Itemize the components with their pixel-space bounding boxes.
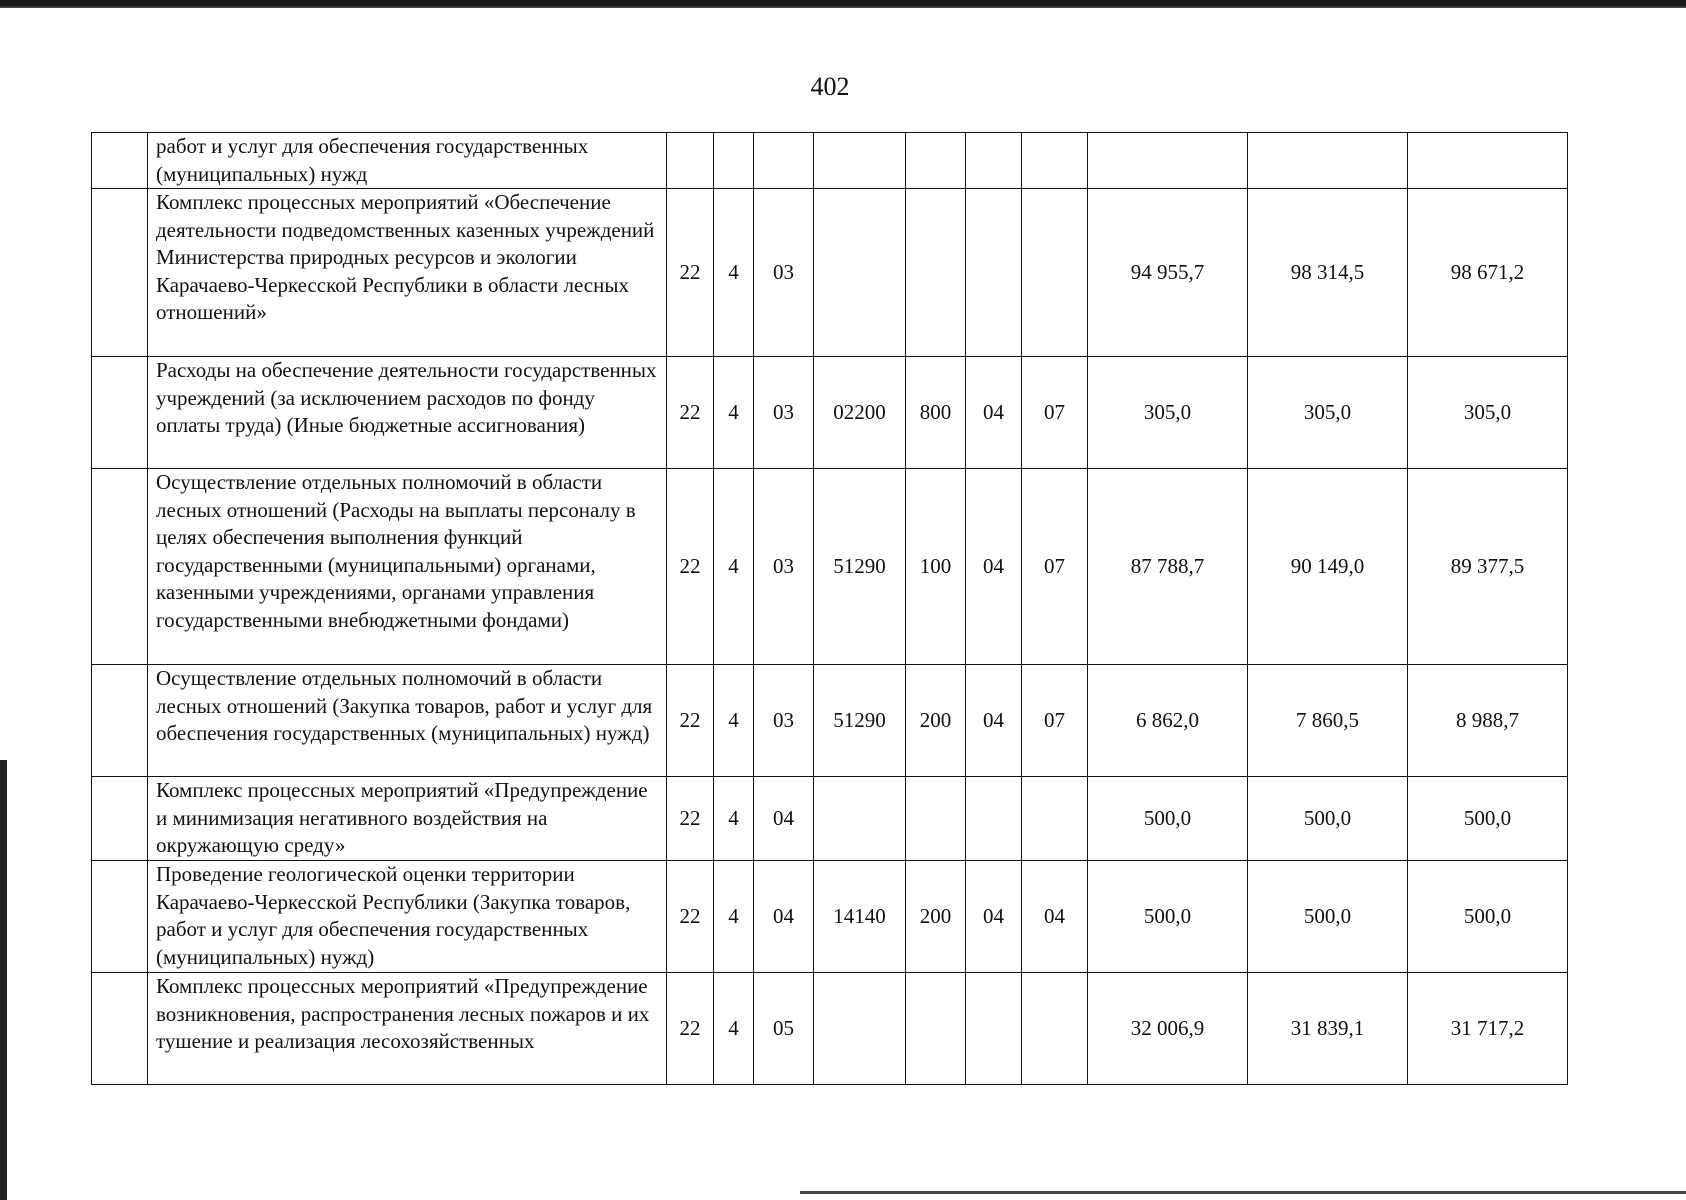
amount-year-2: 31 839,1 bbox=[1248, 973, 1408, 1085]
code-ministry: 22 bbox=[667, 777, 714, 861]
code-expense-type: 200 bbox=[906, 861, 966, 973]
code-section bbox=[966, 777, 1022, 861]
code-subprogram: 4 bbox=[714, 189, 754, 357]
scan-left-edge bbox=[0, 760, 7, 1200]
amount-year-3: 8 988,7 bbox=[1408, 665, 1568, 777]
amount-year-2: 305,0 bbox=[1248, 357, 1408, 469]
code-direction: 51290 bbox=[814, 469, 906, 665]
table-row bbox=[92, 357, 1568, 469]
amount-year-1: 6 862,0 bbox=[1088, 665, 1248, 777]
item-name: Комплекс процессных мероприятий «Обеспечение деятельности подведомственных казенных учреждений Министерства природных ресурсов и экологии Карачаево-Черкесской Республики в области лесных отношений» bbox=[148, 189, 667, 357]
code-section: 04 bbox=[966, 665, 1022, 777]
row-marker-cell bbox=[92, 189, 148, 357]
code-section bbox=[966, 133, 1022, 189]
code-direction bbox=[814, 973, 906, 1085]
amount-year-2: 90 149,0 bbox=[1248, 469, 1408, 665]
code-ministry: 22 bbox=[667, 861, 714, 973]
code-expense-type: 200 bbox=[906, 665, 966, 777]
code-subsection bbox=[1022, 133, 1088, 189]
code-ministry: 22 bbox=[667, 469, 714, 665]
amount-year-3: 89 377,5 bbox=[1408, 469, 1568, 665]
code-expense-type bbox=[906, 189, 966, 357]
table-row bbox=[92, 469, 1568, 665]
item-name: Комплекс процессных мероприятий «Предупреждение возникновения, распространения лесных пожаров и их тушение и реализация лесохозяйственных bbox=[148, 973, 667, 1085]
item-name: Проведение геологической оценки территории Карачаево-Черкесской Республики (Закупка товаров, работ и услуг для обеспечения государственных (муниципальных) нужд) bbox=[148, 861, 667, 973]
code-complex: 03 bbox=[754, 189, 814, 357]
amount-year-1: 94 955,7 bbox=[1088, 189, 1248, 357]
amount-year-2: 7 860,5 bbox=[1248, 665, 1408, 777]
code-section bbox=[966, 973, 1022, 1085]
code-complex: 04 bbox=[754, 777, 814, 861]
amount-year-3: 305,0 bbox=[1408, 357, 1568, 469]
item-name: работ и услуг для обеспечения государственных (муниципальных) нужд bbox=[148, 133, 667, 189]
table-row bbox=[92, 861, 1568, 973]
code-expense-type bbox=[906, 133, 966, 189]
amount-year-3: 31 717,2 bbox=[1408, 973, 1568, 1085]
code-subprogram: 4 bbox=[714, 973, 754, 1085]
code-direction bbox=[814, 133, 906, 189]
item-name: Осуществление отдельных полномочий в области лесных отношений (Закупка товаров, работ и услуг для обеспечения государственных (муниципальных) нужд) bbox=[148, 665, 667, 777]
amount-year-2: 500,0 bbox=[1248, 861, 1408, 973]
item-name: Осуществление отдельных полномочий в области лесных отношений (Расходы на выплаты персоналу в целях обеспечения выполнения функций государственными (муниципальными) органами, казенными учреждениями, органами управления государственными внебюджетными фондами) bbox=[148, 469, 667, 665]
code-subsection: 07 bbox=[1022, 665, 1088, 777]
code-expense-type: 800 bbox=[906, 357, 966, 469]
code-subprogram: 4 bbox=[714, 777, 754, 861]
code-subsection bbox=[1022, 973, 1088, 1085]
row-marker-cell bbox=[92, 861, 148, 973]
code-subsection: 07 bbox=[1022, 469, 1088, 665]
row-marker-cell bbox=[92, 665, 148, 777]
amount-year-1: 32 006,9 bbox=[1088, 973, 1248, 1085]
code-ministry: 22 bbox=[667, 189, 714, 357]
amount-year-1: 305,0 bbox=[1088, 357, 1248, 469]
budget-table bbox=[91, 132, 1568, 1085]
code-ministry: 22 bbox=[667, 973, 714, 1085]
code-ministry bbox=[667, 133, 714, 189]
code-subsection: 07 bbox=[1022, 357, 1088, 469]
code-complex bbox=[754, 133, 814, 189]
code-complex: 03 bbox=[754, 665, 814, 777]
code-direction: 02200 bbox=[814, 357, 906, 469]
code-subprogram: 4 bbox=[714, 665, 754, 777]
code-expense-type bbox=[906, 973, 966, 1085]
code-section bbox=[966, 189, 1022, 357]
code-expense-type bbox=[906, 777, 966, 861]
table-body bbox=[92, 133, 1568, 1085]
code-subprogram: 4 bbox=[714, 469, 754, 665]
amount-year-1 bbox=[1088, 133, 1248, 189]
row-marker-cell bbox=[92, 777, 148, 861]
code-complex: 03 bbox=[754, 357, 814, 469]
code-subprogram bbox=[714, 133, 754, 189]
row-marker-cell bbox=[92, 357, 148, 469]
code-complex: 05 bbox=[754, 973, 814, 1085]
code-direction bbox=[814, 189, 906, 357]
code-subsection bbox=[1022, 777, 1088, 861]
row-marker-cell bbox=[92, 469, 148, 665]
amount-year-3: 98 671,2 bbox=[1408, 189, 1568, 357]
code-subprogram: 4 bbox=[714, 861, 754, 973]
scan-bottom-line bbox=[800, 1191, 1686, 1194]
page-number: 402 bbox=[810, 72, 850, 101]
code-direction: 14140 bbox=[814, 861, 906, 973]
code-ministry: 22 bbox=[667, 357, 714, 469]
amount-year-1: 500,0 bbox=[1088, 861, 1248, 973]
amount-year-1: 500,0 bbox=[1088, 777, 1248, 861]
amount-year-2: 98 314,5 bbox=[1248, 189, 1408, 357]
code-direction: 51290 bbox=[814, 665, 906, 777]
scan-top-edge bbox=[0, 0, 1686, 8]
row-marker-cell bbox=[92, 133, 148, 189]
code-ministry: 22 bbox=[667, 665, 714, 777]
table-row bbox=[92, 133, 1568, 189]
table-row bbox=[92, 973, 1568, 1085]
code-subsection: 04 bbox=[1022, 861, 1088, 973]
amount-year-3 bbox=[1408, 133, 1568, 189]
amount-year-2: 500,0 bbox=[1248, 777, 1408, 861]
code-subprogram: 4 bbox=[714, 357, 754, 469]
code-subsection bbox=[1022, 189, 1088, 357]
amount-year-1: 87 788,7 bbox=[1088, 469, 1248, 665]
amount-year-3: 500,0 bbox=[1408, 777, 1568, 861]
table-row bbox=[92, 665, 1568, 777]
row-marker-cell bbox=[92, 973, 148, 1085]
item-name: Комплекс процессных мероприятий «Предупреждение и минимизация негативного воздействия на окружающую среду» bbox=[148, 777, 667, 861]
code-expense-type: 100 bbox=[906, 469, 966, 665]
code-direction bbox=[814, 777, 906, 861]
code-section: 04 bbox=[966, 469, 1022, 665]
code-complex: 04 bbox=[754, 861, 814, 973]
code-section: 04 bbox=[966, 861, 1022, 973]
amount-year-3: 500,0 bbox=[1408, 861, 1568, 973]
table-row bbox=[92, 189, 1568, 357]
table-row bbox=[92, 777, 1568, 861]
code-complex: 03 bbox=[754, 469, 814, 665]
amount-year-2 bbox=[1248, 133, 1408, 189]
code-section: 04 bbox=[966, 357, 1022, 469]
item-name: Расходы на обеспечение деятельности государственных учреждений (за исключением расходов по фонду оплаты труда) (Иные бюджетные ассигнования) bbox=[148, 357, 667, 469]
